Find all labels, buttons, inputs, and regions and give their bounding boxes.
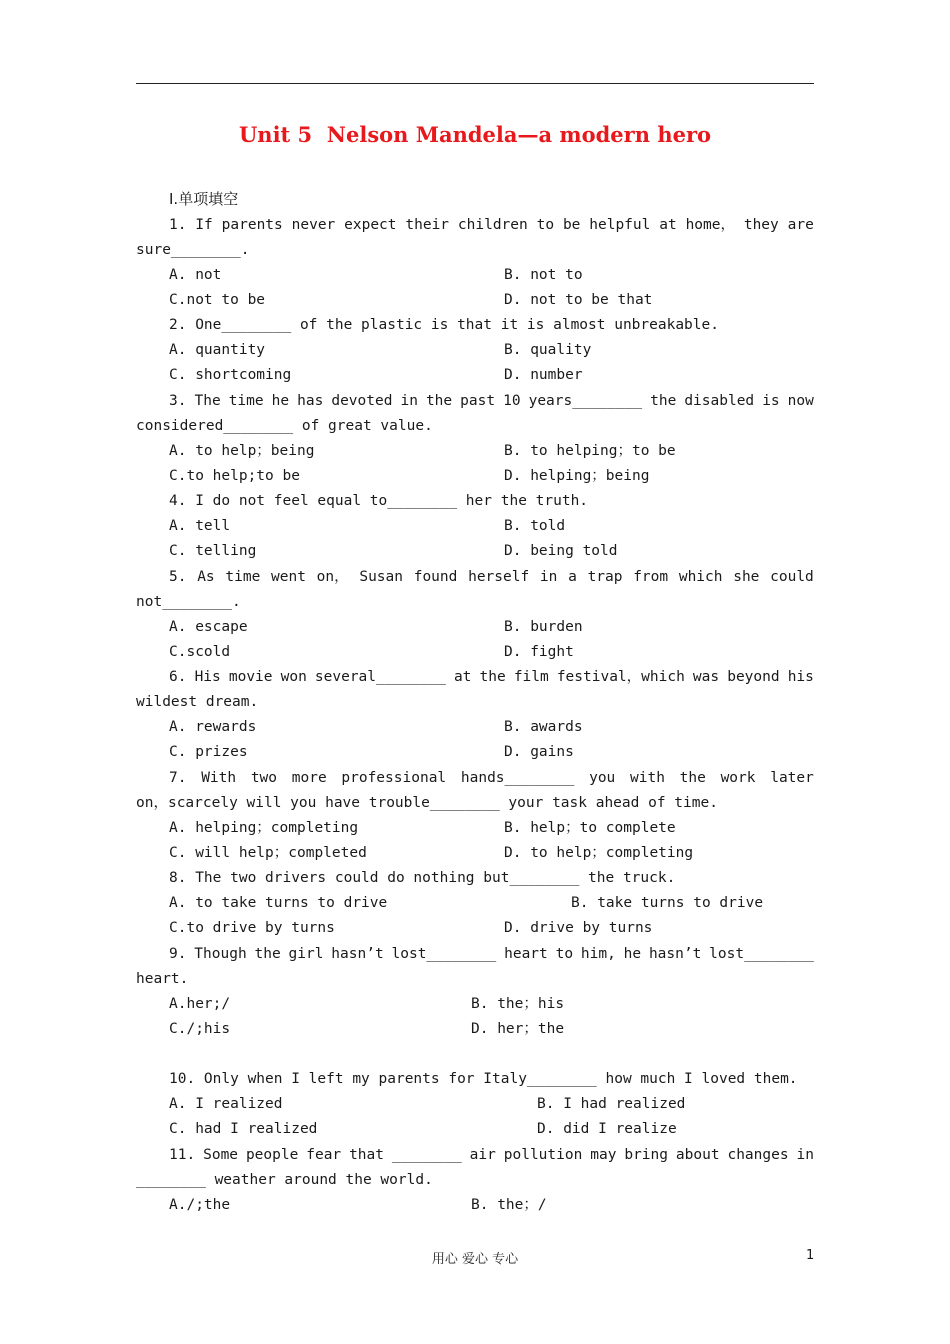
stem-word: in xyxy=(539,569,558,585)
q7-option-a: A. helping；completing xyxy=(169,820,359,836)
stem-word: girl xyxy=(288,946,324,962)
stem-word: later xyxy=(770,770,814,786)
stem-word: which xyxy=(678,569,723,585)
q3-option-a: A. to help；being xyxy=(169,443,315,459)
stem-word: movie xyxy=(228,669,273,685)
stem-word: air xyxy=(469,1147,496,1163)
q3-option-b: B. to helping；to be xyxy=(504,443,676,459)
stem-word: film xyxy=(513,669,549,685)
stem-word: never xyxy=(291,217,336,233)
stem-word: With xyxy=(201,770,237,786)
stem-word: festival，which xyxy=(556,669,685,685)
q10-option-a: A. I realized xyxy=(169,1096,283,1112)
stem-word: more xyxy=(291,770,327,786)
stem-word: to xyxy=(536,217,555,233)
stem-word: several________ xyxy=(314,669,446,685)
q10-stem: 10. Only when I left my parents for Italy________ how much I loved them. xyxy=(169,1071,798,1087)
q1-option-d: D. not to be that xyxy=(504,292,653,308)
stem-word: in xyxy=(796,1147,814,1163)
q11-option-b: B. the；/ xyxy=(471,1197,547,1213)
q6-stem-line1 xyxy=(169,668,814,686)
q7-stem-line1 xyxy=(169,769,814,787)
q8-option-a: A. to take turns to drive xyxy=(169,895,388,911)
stem-word: you xyxy=(589,770,616,786)
header-rule xyxy=(136,83,814,84)
q7-option-c: C. will help；completed xyxy=(169,845,367,861)
stem-word: devoted xyxy=(331,393,393,409)
stem-word: heart xyxy=(504,946,548,962)
q9-stem-line1 xyxy=(169,945,814,963)
section-heading: Ⅰ.单项填空 xyxy=(169,190,239,208)
q7-option-d: D. to help；completing xyxy=(504,845,694,861)
stem-word: him, xyxy=(580,946,616,962)
q5-stem-line1 xyxy=(169,568,814,586)
q10-option-d: D. did I realize xyxy=(537,1121,677,1137)
q2-option-a: A. quantity xyxy=(169,342,266,358)
q3-option-d: D. helping；being xyxy=(504,468,650,484)
stem-word: beyond xyxy=(727,669,780,685)
q4-option-c: C. telling xyxy=(169,543,257,559)
stem-word: he xyxy=(623,946,642,962)
stem-word: trap xyxy=(587,569,623,585)
stem-word: the xyxy=(679,770,706,786)
q5-stem-line2: not________. xyxy=(136,594,241,610)
stem-word: with xyxy=(630,770,665,786)
stem-word: Susan xyxy=(359,569,403,585)
q5-option-c: C.scold xyxy=(169,644,231,660)
stem-word: herself xyxy=(468,569,530,585)
stem-word: 11. xyxy=(169,1147,196,1163)
stem-word: As xyxy=(197,569,215,585)
stem-word: the xyxy=(254,946,281,962)
stem-word: that xyxy=(349,1147,384,1163)
stem-word: 10 xyxy=(503,393,521,409)
q6-option-a: A. rewards xyxy=(169,719,257,735)
stem-word: at xyxy=(659,217,677,233)
q5-option-a: A. escape xyxy=(169,619,248,635)
q11-stem-line2: ________ weather around the world. xyxy=(136,1172,433,1188)
q2-option-c: C. shortcoming xyxy=(169,367,292,383)
stem-word: 3. xyxy=(169,393,187,409)
stem-word: the xyxy=(425,393,453,409)
q9-stem-line2: heart. xyxy=(136,971,189,987)
stem-word: 5. xyxy=(169,569,187,585)
stem-word: lost________ xyxy=(709,946,814,962)
q5-option-d: D. fight xyxy=(504,644,574,660)
q2-option-b: B. quality xyxy=(504,342,592,358)
q4-option-d: D. being told xyxy=(504,543,618,559)
stem-word: now xyxy=(787,393,814,409)
stem-word: time xyxy=(228,393,264,409)
page-title: Unit 5 Nelson Mandela—a modern hero xyxy=(238,122,712,147)
q3-stem-line2: considered________ of great value. xyxy=(136,418,433,434)
q8-stem: 8. The two drivers could do nothing but________ the truck. xyxy=(169,870,676,886)
stem-word: parents xyxy=(221,217,283,233)
stem-word: pollution xyxy=(503,1147,583,1163)
stem-word: work xyxy=(720,770,756,786)
q11-option-a: A./;the xyxy=(169,1197,231,1213)
q3-option-c: C.to help;to be xyxy=(169,468,300,484)
stem-word: Though xyxy=(194,946,247,962)
stem-word: she xyxy=(733,569,760,585)
stem-word: Some xyxy=(203,1147,239,1163)
q9-option-a: A.her;/ xyxy=(169,996,231,1012)
stem-word: his xyxy=(787,669,814,685)
q1-option-c: C.not to be xyxy=(169,292,266,308)
stem-word: bring xyxy=(624,1147,668,1163)
stem-word: to xyxy=(555,946,574,962)
stem-word: about xyxy=(675,1147,720,1163)
stem-word: from xyxy=(633,569,669,585)
q3-stem-line1 xyxy=(169,392,814,410)
stem-word: are xyxy=(787,217,814,233)
stem-word: a xyxy=(568,569,577,585)
stem-word: they xyxy=(743,217,779,233)
stem-word: on， xyxy=(316,569,349,585)
stem-word: hasn’t xyxy=(331,946,384,962)
q5-option-b: B. burden xyxy=(504,619,583,635)
stem-word: hands________ xyxy=(460,770,575,786)
page-number: 1 xyxy=(806,1248,815,1263)
stem-word: went xyxy=(271,569,306,585)
q1-option-a: A. not xyxy=(169,267,222,283)
q6-option-b: B. awards xyxy=(504,719,583,735)
q8-option-b: B. take turns to drive xyxy=(571,895,764,911)
stem-word: expect xyxy=(344,217,397,233)
q10-option-c: C. had I realized xyxy=(169,1121,318,1137)
stem-word: The xyxy=(194,393,221,409)
q1-stem-line1 xyxy=(169,216,814,234)
stem-word: people xyxy=(245,1147,299,1163)
stem-word: may xyxy=(590,1147,617,1163)
q6-option-c: C. prizes xyxy=(169,744,248,760)
page-footer: 用心 爱心 专心 xyxy=(431,1252,519,1267)
q8-option-c: C.to drive by turns xyxy=(169,920,335,936)
stem-word: was xyxy=(692,669,720,685)
stem-word: their xyxy=(405,217,450,233)
stem-word: 9. xyxy=(169,946,187,962)
stem-word: fear xyxy=(306,1147,342,1163)
q4-stem: 4. I do not feel equal to________ her the truth. xyxy=(169,493,589,509)
stem-word: 6. xyxy=(169,669,187,685)
stem-word: has xyxy=(297,393,324,409)
stem-word: found xyxy=(413,569,458,585)
stem-word: won xyxy=(280,669,307,685)
stem-word: past xyxy=(460,393,496,409)
q11-stem-line1 xyxy=(169,1146,814,1164)
stem-word: children xyxy=(457,217,528,233)
stem-word: His xyxy=(194,669,221,685)
q6-stem-line2: wildest dream. xyxy=(136,694,259,710)
stem-word: is xyxy=(762,393,780,409)
stem-word: 7. xyxy=(169,770,187,786)
q7-stem-line2: on，scarcely will you have trouble________ your task ahead of time. xyxy=(136,795,718,811)
stem-word: in xyxy=(400,393,418,409)
q2-option-d: D. number xyxy=(504,367,583,383)
stem-word: lost________ xyxy=(391,946,497,962)
stem-word: two xyxy=(250,770,278,786)
stem-word: years________ xyxy=(528,393,643,409)
q7-option-b: B. help；to complete xyxy=(504,820,676,836)
stem-word: home， xyxy=(685,217,735,233)
stem-word: at xyxy=(453,669,472,685)
stem-word: helpful xyxy=(589,217,651,233)
stem-word: ________ xyxy=(391,1147,462,1163)
q6-option-d: D. gains xyxy=(504,744,574,760)
stem-word: changes xyxy=(727,1147,789,1163)
q4-option-b: B. told xyxy=(504,518,566,534)
q1-stem-line2: sure________. xyxy=(136,242,250,258)
stem-word: could xyxy=(770,569,814,585)
stem-word: hasn’t xyxy=(648,946,702,962)
q1-option-b: B. not to xyxy=(504,267,583,283)
stem-word: be xyxy=(562,217,581,233)
q4-option-a: A. tell xyxy=(169,518,231,534)
q9-option-b: B. the；his xyxy=(471,996,565,1012)
q8-option-d: D. drive by turns xyxy=(504,920,653,936)
q9-option-d: D. her；the xyxy=(471,1021,565,1037)
stem-word: he xyxy=(271,393,290,409)
stem-word: If xyxy=(195,217,213,233)
stem-word: 1. xyxy=(169,217,187,233)
q10-option-b: B. I had realized xyxy=(537,1096,686,1112)
stem-word: disabled xyxy=(684,393,755,409)
stem-word: the xyxy=(479,669,506,685)
stem-word: time xyxy=(225,569,261,585)
q2-stem: 2. One________ of the plastic is that it is almost unbreakable. xyxy=(169,317,719,333)
stem-word: the xyxy=(650,393,677,409)
stem-word: professional xyxy=(341,770,447,786)
q9-option-c: C./;his xyxy=(169,1021,231,1037)
